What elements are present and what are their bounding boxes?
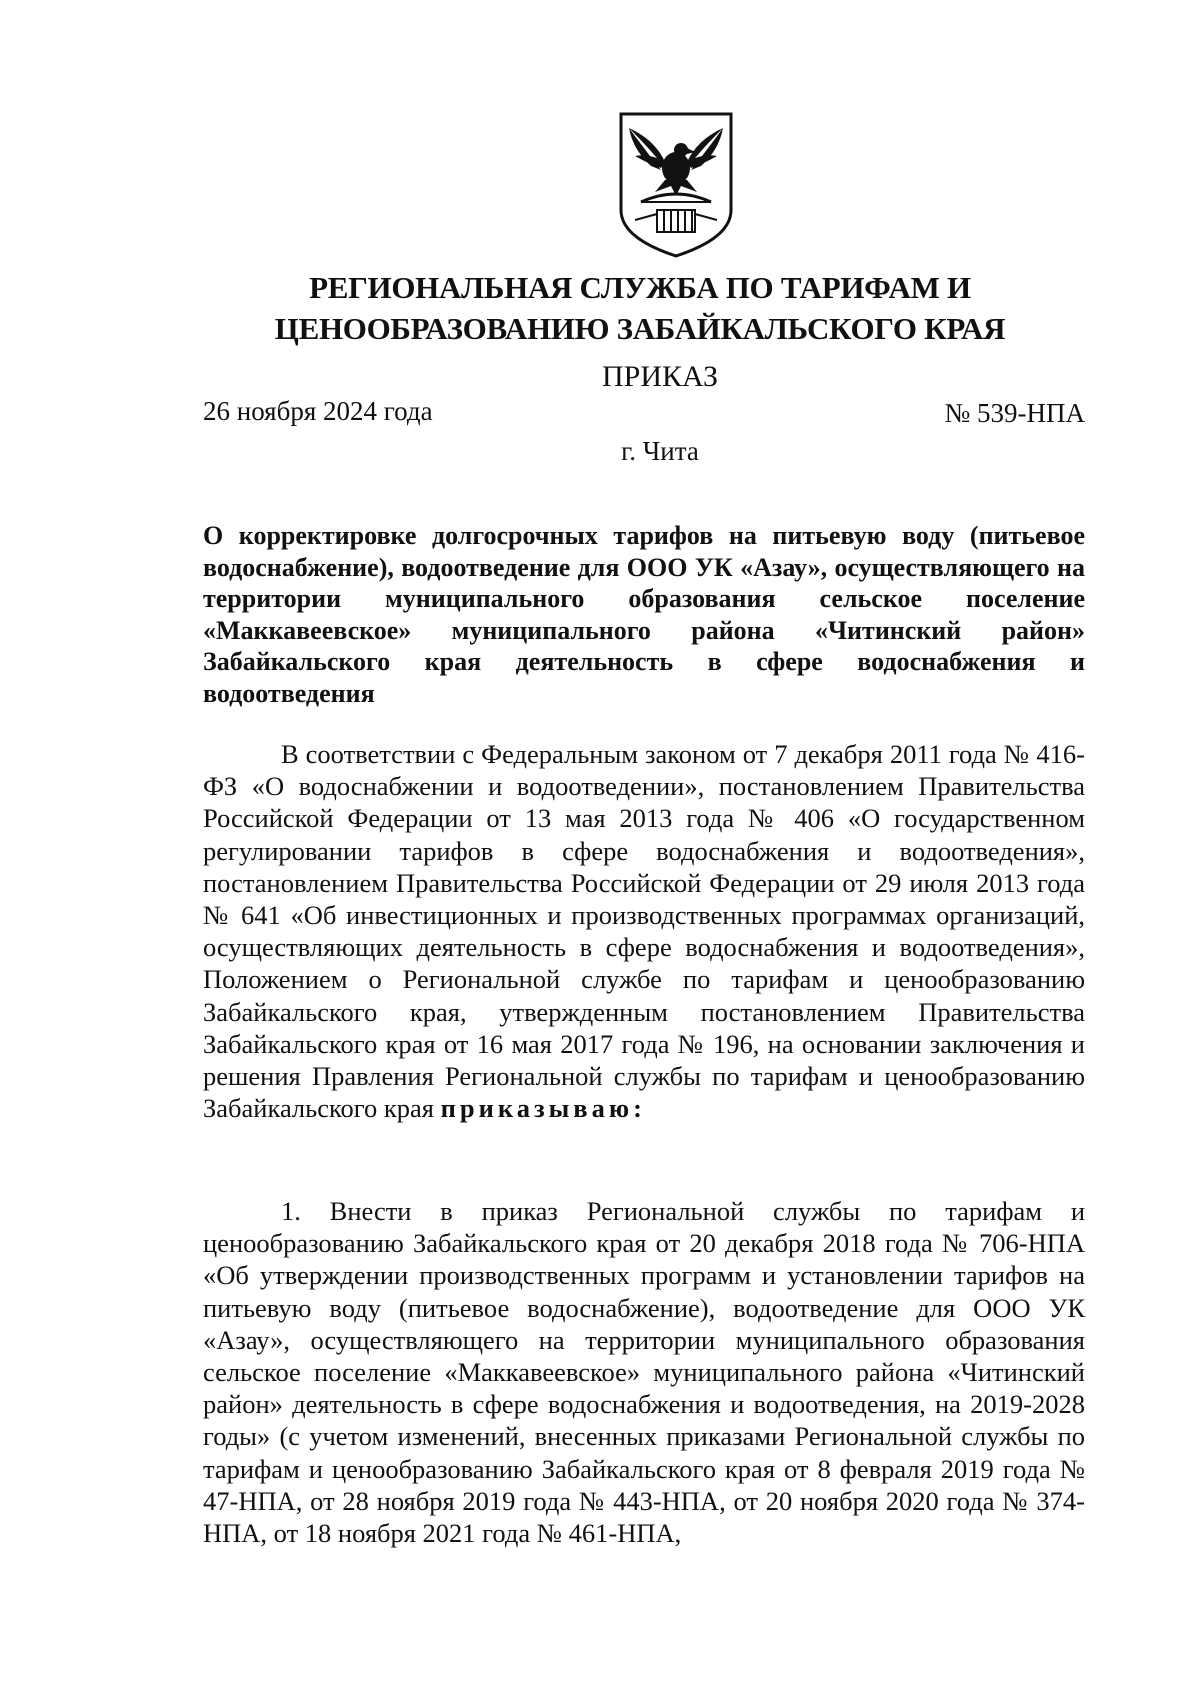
document-title: О корректировке долгосрочных тарифов на питьевую воду (питьевое водоснабжение), водоотведение для ООО УК «Азау», осуществляющего на территории муниципального образования сельское поселение «Маккавеевское» муниципального района «Читинский район» Забайкальского края деятельность в сфере водоснабжения и водоотведения <box>203 521 1085 708</box>
agency-name-line2: ЦЕНООБРАЗОВАНИЮ ЗАБАЙКАЛЬСКОГО КРАЯ <box>274 311 1006 346</box>
document-number: № 539-НПА <box>944 398 1085 428</box>
coat-of-arms-icon <box>615 110 737 260</box>
agency-name-line1: РЕГИОНАЛЬНАЯ СЛУЖБА ПО ТАРИФАМ И <box>309 270 971 305</box>
preamble-paragraph <box>203 738 1085 1124</box>
order-word: приказываю: <box>440 1093 646 1124</box>
document-date: 26 ноября 2024 года <box>203 396 433 426</box>
clause-1-paragraph: 1. Внести в приказ Региональной службы по тарифам и ценообразованию Забайкальского края от 20 декабря 2018 года № 706-НПА «Об утверждении производственных программ и установлении тарифов на питьевую воду (питьевое водоснабжение), водоотведение для ООО УК «Азау», осуществляющего на территории муниципального образования сельское поселение «Маккавеевское» муниципального района «Читинский район» деятельность в сфере водоснабжения и водоотведения, на 2019-2028 годы» (с учетом изменений, внесенных приказами Региональной службы по тарифам и ценообразованию Забайкальского края от 8 февраля 2019 года № 47-НПА, от 28 ноября 2019 года № 443-НПА, от 20 ноября 2020 года № 374-НПА, от 18 ноября 2021 года № 461-НПА, <box>203 1196 1085 1549</box>
document-city: г. Чита <box>621 436 699 466</box>
preamble-text: В соответствии с Федеральным законом от 7 декабря 2011 года № 416-ФЗ «О водоснабжении и водоотведении», постановлением Правительства Российской Федерации от 13 мая 2013 года № 406 «О государственном регулировании тарифов в сфере водоснабжения и водоотведения», постановлением Правительства Российской Федерации от 29 июля 2013 года № 641 «Об инвестиционных и производственных программах организаций, осуществляющих деятельность в сфере водоснабжения и водоотведения», Положением о Региональной службе по тарифам и ценообразованию Забайкальского края, утвержденным постановлением Правительства Забайкальского края от 16 мая 2017 года № 196, на основании заключения и решения Правления Региональной службы по тарифам и ценообразованию Забайкальского края <box>203 739 1085 1124</box>
document-type: ПРИКАЗ <box>602 360 718 393</box>
